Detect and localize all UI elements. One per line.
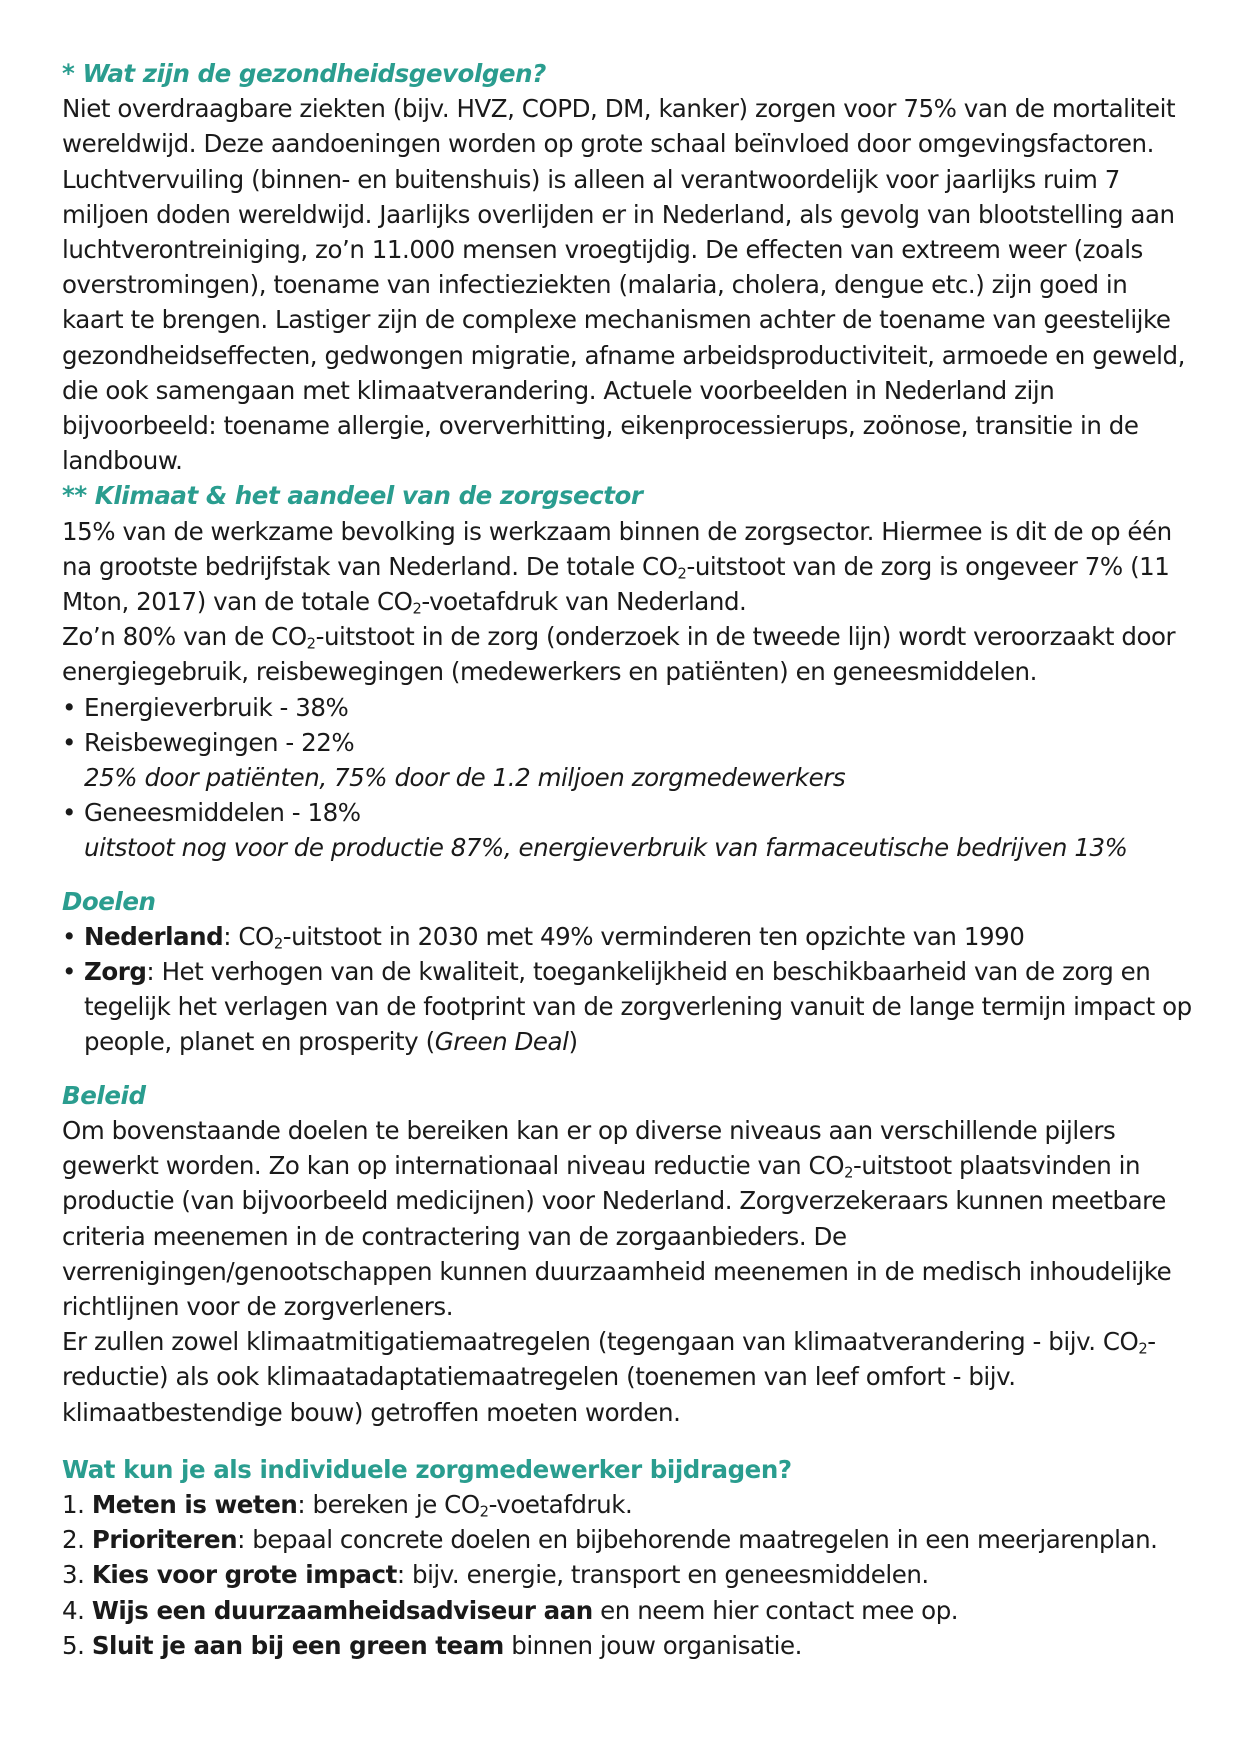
list-item: 5. Sluit je aan bij een green team binnen jouw organisatie.: [62, 1630, 802, 1660]
list-item-note: 25% door patiënten, 75% door de 1.2 miljoen zorgmedewerkers: [84, 763, 846, 793]
paragraph-policy-measures: Er zullen zowel klimaatmitigatiemaatregelen (tegengaan van klimaatverandering - bijv. $CO_2-reductie$) als ook klimaatadaptatiemaatregelen (toenemen van leef omfort - bijv. klimaatbestendige bouw) getroffen moeten worden.: [62, 1327, 1156, 1427]
list-item: 4. Wijs een duurzaamheidsadviseur aan en neem hier contact mee op.: [62, 1595, 959, 1625]
emission-sources-list: [62, 690, 1192, 866]
goals-list: [62, 919, 1192, 1060]
document-content: [62, 56, 1192, 1663]
paragraph-emission-sources: Zo’n 80% van de $CO_2$-uitstoot in de zorg (onderzoek in de tweede lijn) wordt veroorzaakt door energiegebruik, reisbewegingen (medewerkers en patiënten) en geneesmiddelen.: [62, 622, 1176, 687]
section-heading-goals: Doelen: [62, 886, 156, 916]
paragraph-care-sector-emissions: 15% van de werkzame bevolking is werkzaam binnen de zorgsector. Hiermee is dit de op één na grootste bedrijfstak van Nederland. De totale $CO_2$-uitstoot van de zorg is ongeveer 7% (11 Mton, 2017) van de totale $CO_2$-voetafdruk van Nederland.: [62, 516, 1172, 618]
list-item: • Nederland: $CO_2$-uitstoot in 2030 met 49% verminderen ten opzichte van 1990: [62, 919, 1192, 954]
paragraph-health-effects: Niet overdraagbare ziekten (bijv. HVZ, COPD, DM, kanker) zorgen voor 75% van de mortaliteit wereldwijd. Deze aandoeningen worden op grote schaal beïnvloed door omgevingsfactoren. Luchtvervuiling (binnen- en buitenshuis) is alleen al verantwoordelijk voor jaarlijks ruim 7 miljoen doden wereldwijd. Jaarlijks overlijden er in Nederland, als gevolg van blootstelling aan luchtverontreiniging, zo’n 11.000 mensen vroegtijdig. De effecten van extreem weer (zoals overstromingen), toename van infectieziekten (malaria, cholera, dengue etc.) zijn goed in kaart te brengen. Lastiger zijn de complexe mechanismen achter de toename van geestelijke gezondheidseffecten, gedwongen migratie, afname arbeidsproductiviteit, armoede en geweld, die ook samengaan met klimaatverandering. Actuele voorbeelden in Nederland zijn bijvoorbeeld: toename allergie, oververhitting, eikenprocessierups, zoönose, transitie in de landbouw.: [62, 94, 1185, 476]
list-item: • Reisbewegingen - 22% 25% door patiënten, 75% door de 1.2 miljoen zorgmedewerkers: [62, 725, 1192, 795]
section-heading-health-effects: * Wat zijn de gezondheidsgevolgen?: [62, 59, 546, 88]
list-item: • Zorg: Het verhogen van de kwaliteit, toegankelijkheid en beschikbaarheid van de zorg en tegelijk het verlagen van de footprint van de zorgverlening vanuit de lange termijn impact op people, planet en prosperity (Green Deal): [62, 954, 1192, 1060]
contribution-steps-list: [62, 1487, 1192, 1663]
list-item-note: uitstoot nog voor de productie 87%, energieverbruik van farmaceutische bedrijven 13%: [84, 833, 1128, 863]
section-heading-climate-care-share: ** Klimaat & het aandeel van de zorgsector: [62, 481, 643, 511]
paragraph-policy-levels: Om bovenstaande doelen te bereiken kan er op diverse niveaus aan verschillende pijlers gewerkt worden. Zo kan op internationaal niveau reductie van $CO_2$-uitstoot plaatsvinden in productie (van bijvoorbeeld medicijnen) voor Nederland. Zorgverzekeraars kunnen meetbare criteria meenemen in de contractering van de zorgaanbieders. De verrenigingen/genootschappen kunnen duurzaamheid meenemen in de medisch inhoudelijke richtlijnen voor de zorgverleners.: [62, 1115, 1172, 1321]
list-item: 1. Meten is weten: bereken je $CO_2$-voetafdruk.: [62, 1489, 633, 1521]
list-item: 2. Prioriteren: bepaal concrete doelen en bijbehorende maatregelen in een meerjarenplan.: [62, 1525, 1158, 1555]
section-heading-policy: Beleid: [62, 1080, 146, 1110]
section-heading-individual-contribution: Wat kun je als individuele zorgmedewerker bijdragen?: [62, 1454, 792, 1484]
list-item: • Geneesmiddelen - 18% uitstoot nog voor de productie 87%, energieverbruik van farmaceutische bedrijven 13%: [62, 795, 1192, 865]
list-item: 3. Kies voor grote impact: bijv. energie, transport en geneesmiddelen.: [62, 1560, 929, 1590]
list-item: • Energieverbruik - 38%: [62, 690, 1192, 725]
